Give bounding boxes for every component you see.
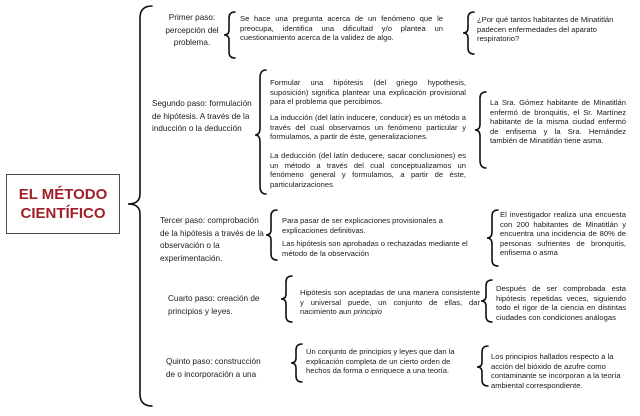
step2-label: Segundo paso: formulación de hipótesis. A través de la inducción o la deducción	[152, 99, 252, 133]
brace-step1-ex	[463, 12, 474, 54]
step2-description-deduction: La deducción (del latín deducere, sacar conclusiones) es un método a través del cual conceptualizamos un fenómeno general y formulamos, a partir de éste, particularizaciones	[270, 151, 466, 189]
step4-description-italic: principio	[353, 307, 382, 317]
step4-example: Después de ser comprobada esta hipótesis repetidas veces, siguiendo todo el rigor de la ciencia en distintas ciudades con condiciones análogas	[496, 284, 626, 322]
step1-label: Primer paso: percepción del problema.	[165, 13, 219, 47]
step5-label: Quinto paso: construcción de o incorporación a una	[166, 357, 261, 379]
step1-example: ¿Por qué tantos habitantes de Minatitlán padecen enfermedades del aparato respiratorio?	[477, 15, 614, 44]
step3-description-purpose: Para pasar de ser explicaciones provisionales a explicaciones definitivas.	[282, 216, 443, 235]
brace-step5-ex	[477, 346, 488, 386]
brace-step2-ex	[475, 92, 486, 168]
step4-description-text: Hipótesis son aceptadas de una manera consistente y universal puede, un conjunto de ellas, dar nacimiento aun	[300, 288, 480, 317]
step5-example: Los principios hallados respecto a la acción del bióxido de azufre como contaminante se incorporan a la teoría ambiental correspondiente.	[491, 352, 621, 390]
main-title: EL MÉTODO CIENTÍFICO	[18, 186, 108, 222]
brace-step3-ex	[487, 210, 498, 266]
main-brace	[128, 6, 152, 406]
step2-description-hypothesis: Formular una hipótesis (del griego hypothesis, suposición) significa plantear una explicación provisional para el problema que percibimos.	[270, 78, 466, 107]
step4-description	[300, 288, 480, 317]
step5-description: Un conjunto de principios y leyes que dan la explicación completa de un cierto orden de hechos da forma o enriquece a una teoría.	[306, 347, 455, 376]
step3-description-method: Las hipótesis son aprobadas o rechazadas mediante el método de la observación	[282, 239, 468, 258]
step3-label: Tercer paso: comprobación de la hipótesis a través de la observación o la experimentación.	[160, 216, 264, 263]
step4-label: Cuarto paso: creación de principios y leyes.	[168, 294, 260, 316]
step3-example: El investigador realiza una encuesta con 200 habitantes de Minatitlán y encuentra una incidencia de 80% de personas sufrientes de bronquitis, enfisema o asma	[500, 210, 626, 258]
step2-description-induction: La inducción (del latín inducere, conducir) es un método a través del cual observamos un fenómeno particular y formulamos, a partir de éste, generalizaciones.	[270, 113, 466, 142]
brace-step5-desc	[291, 344, 302, 382]
step2-example: La Sra. Gómez habitante de Minatitlán enfermó de bronquitis, el Sr. Martínez habitante de la misma ciudad enfermó de enfisema y la Sra. Hernández también de Minatitlán tiene asma.	[490, 98, 626, 146]
brace-step4-ex	[481, 280, 492, 322]
brace-step4-desc	[281, 276, 292, 322]
title-box	[6, 174, 120, 234]
step1-description: Se hace una pregunta acerca de un fenómeno que le preocupa, identifica una dificultad y/o plantea un cuestionamiento acerca de la validez de algo.	[240, 14, 443, 43]
